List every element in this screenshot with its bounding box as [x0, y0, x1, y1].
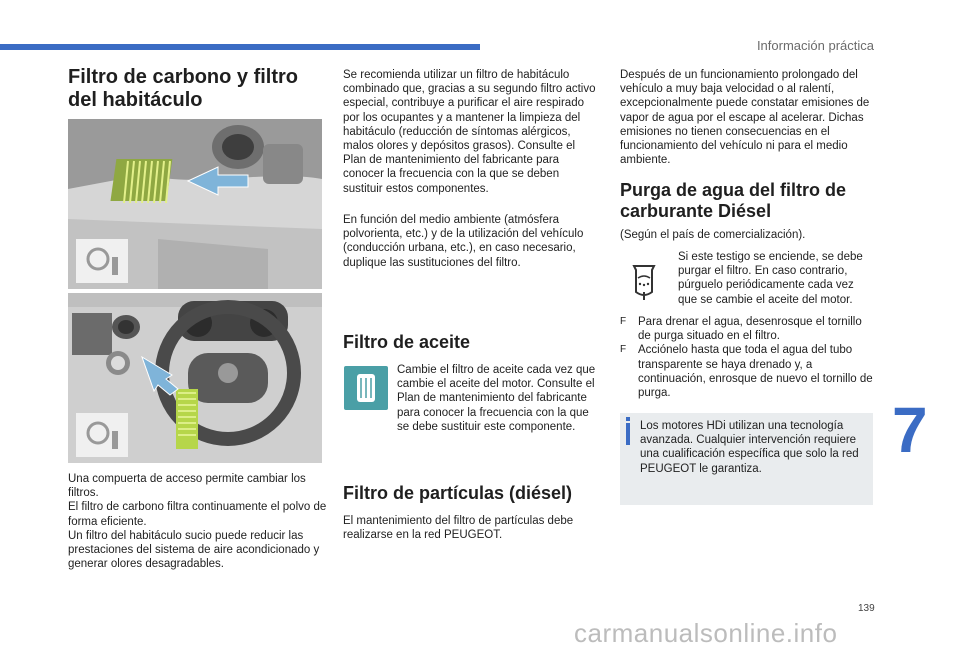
- environment-paragraph: En función del medio ambiente (atmósfera polvorienta, etc.) y de la utilización del vehículo (conducción urbana, etc.), en caso necesario, duplique las sustituciones del filtro.: [343, 214, 584, 269]
- oil-filter-heading: Filtro de aceite: [343, 332, 471, 352]
- watermark: carmanualsonline.info: [574, 618, 838, 648]
- chapter-number: 7: [892, 394, 928, 466]
- purge-step-2: Acciónelo hasta que toda el agua del tubo transparente se haya drenado y, a continuación, enrosque de nuevo el tornillo de purga.: [638, 344, 873, 400]
- bullet-marker: F: [620, 344, 627, 356]
- top-accent-bar: [0, 44, 480, 50]
- carbon-filter-heading: Filtro de carbono y filtro del habitáculo: [68, 66, 299, 111]
- section-header: Información práctica: [756, 38, 874, 53]
- particle-filter-heading: Filtro de partículas (diésel): [343, 483, 573, 503]
- purge-country-note: (Según el país de comercialización).: [620, 229, 806, 241]
- particle-filter-text: El mantenimiento del filtro de partículas debe realizarse en la red PEUGEOT.: [343, 515, 574, 542]
- oil-filter-text: Cambie el filtro de aceite cada vez que cambie el aceite del motor. Consulte el Plan de mantenimiento del fabricante para conocer la frecuencia con la que se debe sustituir este componente.: [397, 364, 596, 433]
- carbon-text-line-1: Una compuerta de acceso permite cambiar los filtros.: [68, 473, 306, 500]
- hdi-info-box: [620, 413, 873, 505]
- vapor-emission-paragraph: Después de un funcionamiento prolongado del vehículo a muy baja velocidad o al ralentí, excepcionalmente puede constatar emisiones de vapor de agua por el escape al acelerar. Dichas emisiones no tienen consecuencias en el funcionamiento del vehículo ni para el medio ambiente.: [620, 69, 870, 167]
- carbon-filter-text: [68, 472, 330, 571]
- hdi-info-text: Los motores HDi utilizan una tecnología avanzada. Cualquier intervención requiere una cualificación específica que solo la red PEUGEOT le garantiza.: [640, 420, 859, 475]
- carbon-text-line-3: Un filtro del habitáculo sucio puede reducir las prestaciones del sistema de aire acondicionado y generar olores desagradables.: [68, 529, 320, 571]
- oil-filter-icon: [344, 366, 388, 410]
- purge-steps-list: [620, 315, 876, 400]
- carbon-text-line-2: El filtro de carbono filtra continuamente el polvo de forma eficiente.: [68, 501, 327, 528]
- fuel-purge-heading: Purga de agua del filtro de carburante Diésel: [620, 180, 847, 221]
- purge-warning-text: Si este testigo se enciende, se debe purgar el filtro. En caso contrario, púrguelo periódicamente cada vez que se cambie el aceite del motor.: [678, 251, 863, 306]
- list-item: [620, 343, 876, 400]
- bullet-marker: F: [620, 316, 627, 327]
- info-icon-bar: [626, 423, 630, 445]
- purge-step-1: Para drenar el agua, desenrosque el tornillo de purga situado en el filtro.: [638, 316, 862, 343]
- water-in-fuel-warning-icon: [622, 258, 666, 302]
- list-item: [620, 315, 876, 343]
- page-number: 139: [858, 603, 875, 614]
- steering-wheel-fuse-illustration: [68, 293, 322, 463]
- dashboard-glovebox-illustration: [68, 119, 322, 289]
- info-icon: [626, 417, 630, 421]
- cabin-filter-paragraph: Se recomienda utilizar un filtro de habitáculo combinado que, gracias a su segundo filtro activo especial, contribuye a purificar el aire respirado por los ocupantes y a mantener la limpieza del habitáculo (reducción de síntomas alérgicos, malos olores y depósitos grasos). Consulte el Plan de mantenimiento del fabricante para conocer la frecuencia con la que se deben sustituir estos componentes.: [343, 69, 596, 195]
